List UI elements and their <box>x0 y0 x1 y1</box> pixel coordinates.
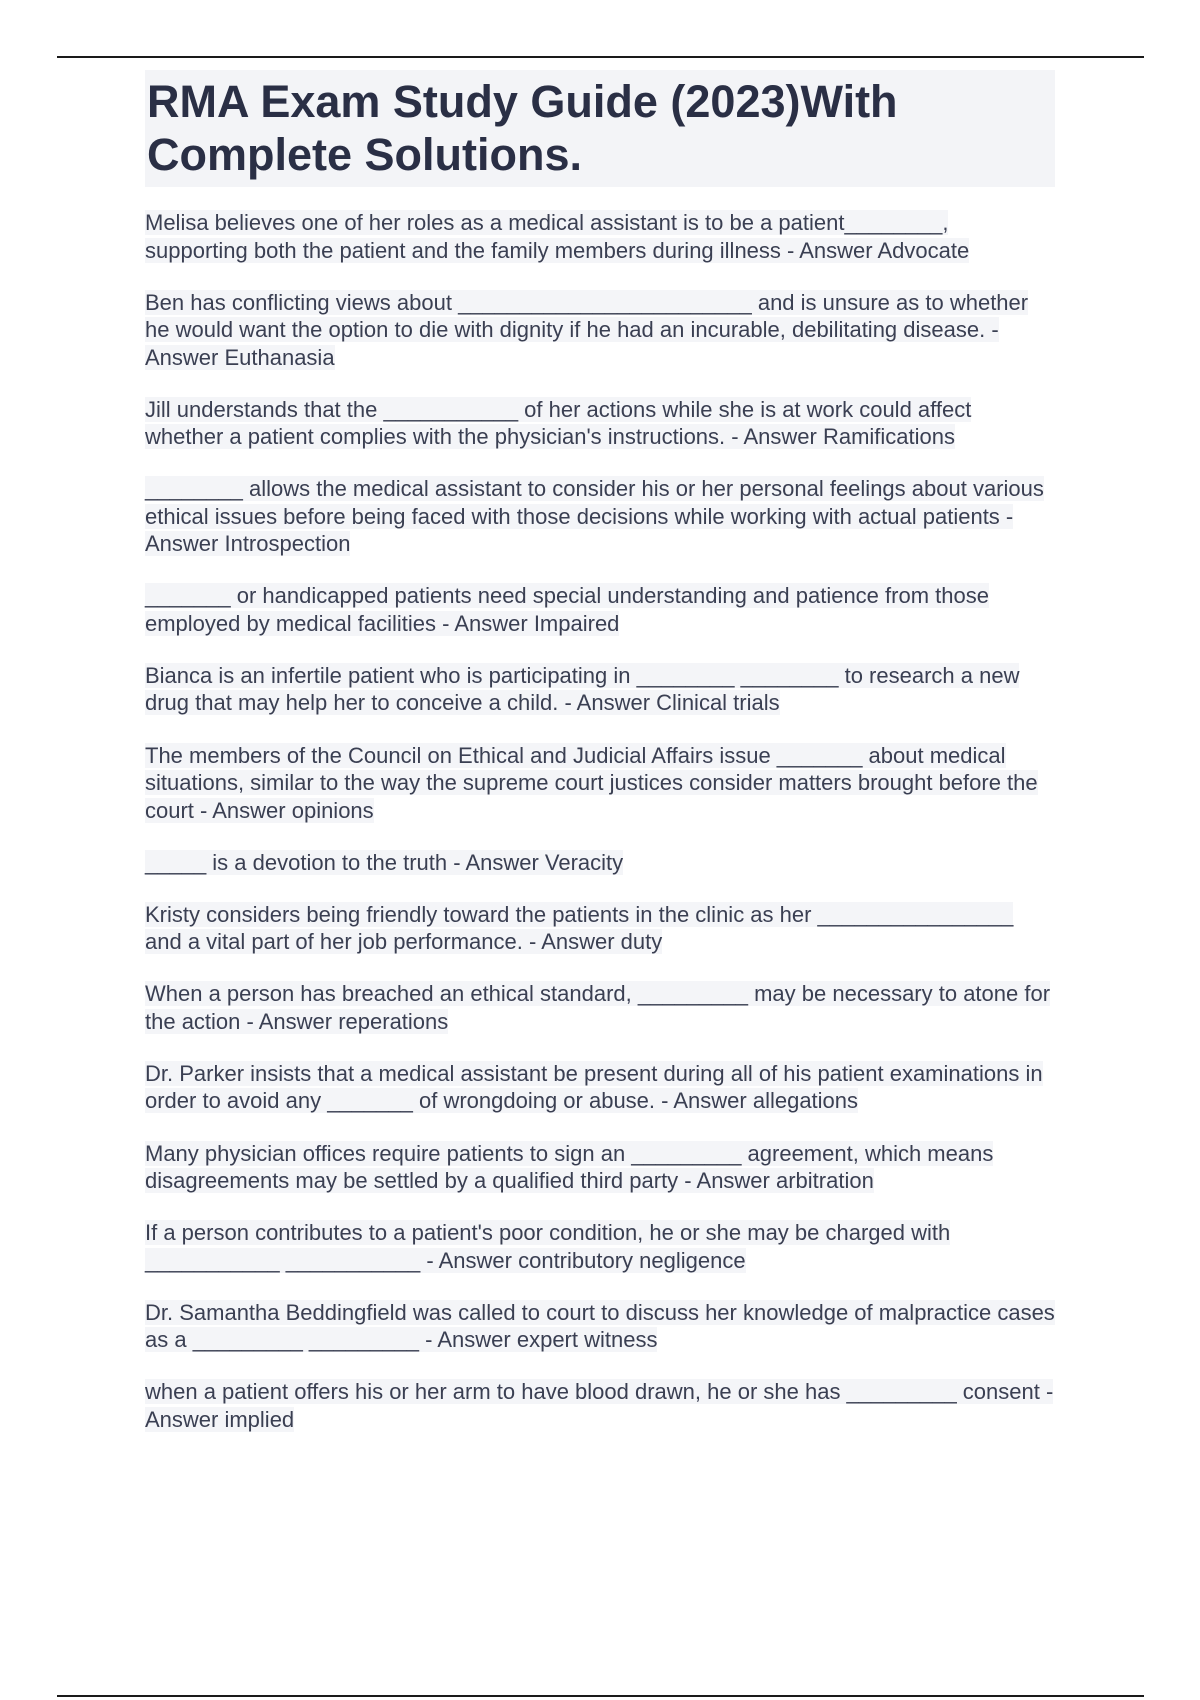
qa-text: Dr. Parker insists that a medical assistant be present during all of his patient examinations in order to avoid any _______ of wrongdoing or abuse. - Answer allegations <box>145 1060 1043 1114</box>
qa-item <box>145 1378 1055 1433</box>
qa-list <box>145 209 1055 1433</box>
qa-item <box>145 582 1055 637</box>
qa-text: Jill understands that the ___________ of her actions while she is at work could affect whether a patient complies with the physician's instructions. - Answer Ramifications <box>145 396 972 450</box>
document-title: RMA Exam Study Guide (2023)With Complete Solutions. <box>147 76 898 180</box>
qa-text: Ben has conflicting views about ________________________ and is unsure as to whether he would want the option to die with dignity if he had an incurable, debilitating disease. - Answer Euthanasia <box>145 289 1029 370</box>
qa-text: when a patient offers his or her arm to have blood drawn, he or she has _________ consent - Answer implied <box>145 1379 1054 1432</box>
qa-item <box>145 849 1055 877</box>
qa-item <box>145 980 1055 1035</box>
title-block <box>145 70 1055 187</box>
qa-item <box>145 901 1055 956</box>
qa-text: _______ or handicapped patients need special understanding and patience from those employed by medical facilities - Answer Impaired <box>145 583 989 636</box>
qa-text: When a person has breached an ethical standard, _________ may be necessary to atone for the action - Answer reperations <box>145 981 1051 1034</box>
qa-text: _____ is a devotion to the truth - Answer Veracity <box>145 849 624 875</box>
qa-text: Kristy considers being friendly toward the patients in the clinic as her ________________ and a vital part of her job performance. - Answer duty <box>145 901 1014 955</box>
qa-text: If a person contributes to a patient's poor condition, he or she may be charged with ___________ ___________ - Answer contributory negligence <box>145 1220 951 1273</box>
qa-item <box>145 475 1055 558</box>
qa-item <box>145 396 1055 451</box>
bottom-rule <box>57 1695 1144 1697</box>
qa-item <box>145 1219 1055 1274</box>
qa-item <box>145 742 1055 825</box>
qa-item <box>145 662 1055 717</box>
document-body <box>145 70 1055 1458</box>
qa-text: Many physician offices require patients to sign an _________ agreement, which means disagreements may be settled by a qualified third party - Answer arbitration <box>145 1140 994 1194</box>
qa-item <box>145 1140 1055 1195</box>
qa-text: ________ allows the medical assistant to consider his or her personal feelings about various ethical issues before being faced with those decisions while working with actual patients - Answer Introspection <box>145 476 1044 557</box>
qa-item <box>145 1299 1055 1354</box>
qa-text: The members of the Council on Ethical and Judicial Affairs issue _______ about medical situations, similar to the way the supreme court justices consider matters brought before the court - Answer opinions <box>145 742 1038 823</box>
qa-item <box>145 209 1055 264</box>
qa-text: Melisa believes one of her roles as a medical assistant is to be a patient________, supporting both the patient and the family members during illness - Answer Advocate <box>145 210 970 263</box>
qa-text: Dr. Samantha Beddingfield was called to court to discuss her knowledge of malpractice cases as a _________ _________ - Answer expert witness <box>145 1299 1055 1353</box>
top-rule <box>57 56 1144 58</box>
qa-item <box>145 289 1055 372</box>
qa-text: Bianca is an infertile patient who is participating in ________ ________ to research a new drug that may help her to conceive a child. - Answer Clinical trials <box>145 662 1020 716</box>
qa-item <box>145 1060 1055 1115</box>
